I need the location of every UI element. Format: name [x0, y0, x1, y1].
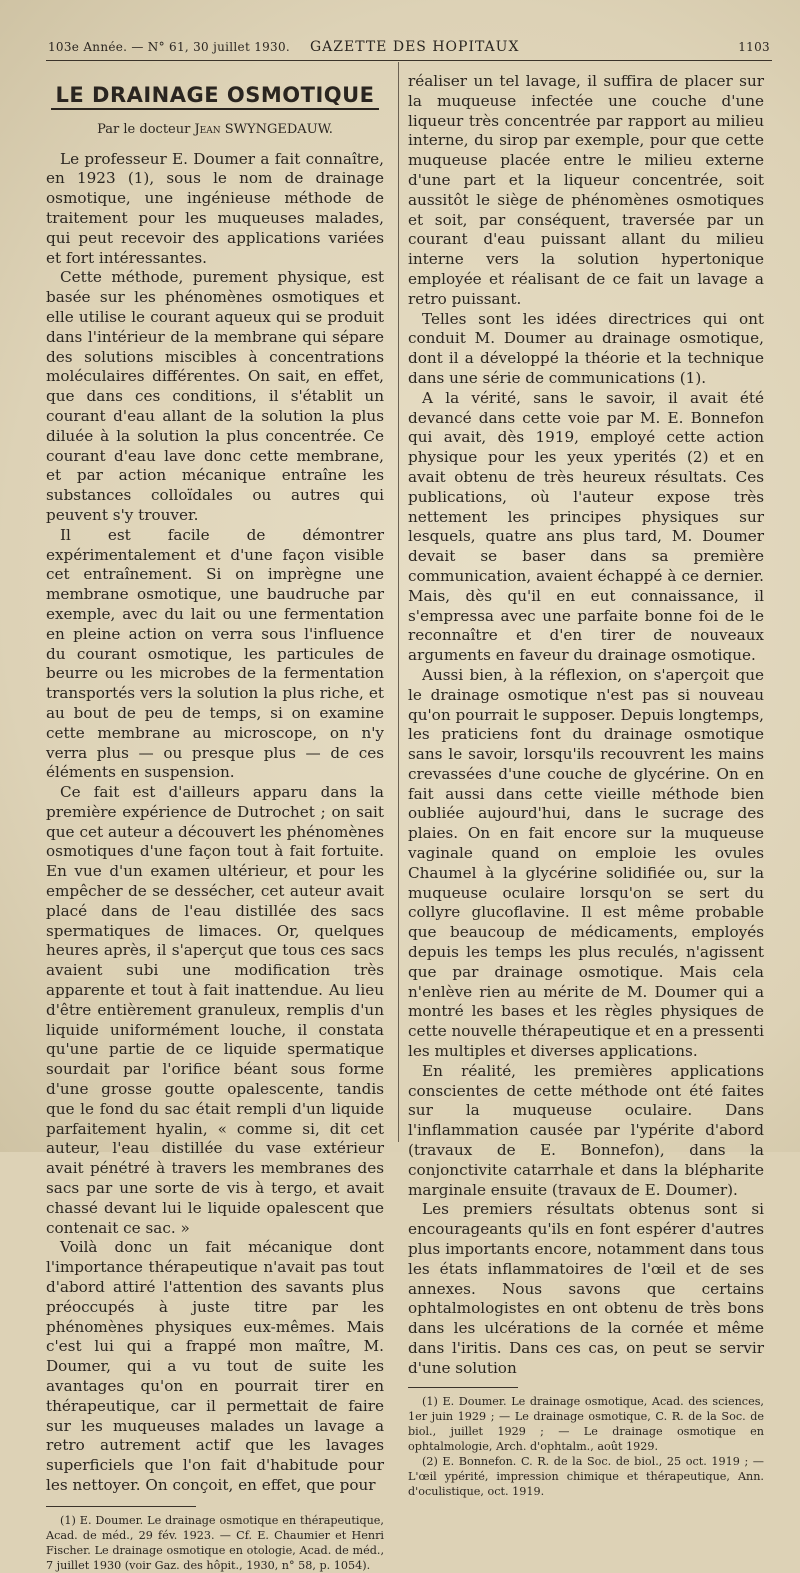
right-column	[408, 72, 764, 1499]
footnote: (1) E. Doumer. Le drainage osmotique en thérapeutique, Acad. de méd., 29 fév. 1923. — Cf. E. Chaumier et Henri Fischer. Le drainage osmotique en otologie, Acad. de méd., 7 juillet 1930 (voir Gaz. des hôpit., 1930, n° 58, p. 1054).	[46, 1513, 384, 1572]
page-number: 1103	[738, 40, 770, 54]
byline-prefix: Par le docteur	[97, 121, 191, 137]
article-title: LE DRAINAGE OSMOTIQUE	[51, 86, 378, 110]
paragraph: En réalité, les premières applications conscientes de cette méthode ont été faites sur la muqueuse oculaire. Dans l'inflammation causée par l'ypérite d'abord (travaux de E. Bonnefon), dans la conjonctivite catarrhale et dans la blépharite marginale ensuite (travaux de E. Doumer).	[408, 1061, 764, 1199]
column-divider	[398, 62, 399, 1142]
issue-info: 103e Année. — N° 61, 30 juillet 1930.	[48, 40, 291, 54]
publication-title: GAZETTE DES HOPITAUX	[310, 39, 520, 55]
paragraph: Les premiers résultats obtenus sont si encourageants qu'ils en font espérer d'autres plus importants encore, notamment dans tous les états inflammatoires de l'œil et de ses annexes. Nous savons que certains ophtalmologistes en ont obtenu de très bons dans les ulcérations de la cornée et même dans l'iritis. Dans ces cas, on peut se servir d'une solution	[408, 1200, 764, 1377]
paragraph: Il est facile de démontrer expérimentalement et d'une façon visible cet entraînement. Si on imprègne une membrane osmotique, une baudruche par exemple, avec du lait ou une fermentation en pleine action on verra sous l'influence du courant osmotique, les particules de beurre ou les microbes de la fermentation transportés vers la solution la plus riche, et au bout de peu de temps, si on examine cette membrane au microscope, on n'y verra plus — ou presque plus — de ces éléments en suspension.	[46, 525, 384, 782]
footnote-rule	[46, 1506, 196, 1507]
running-head	[48, 36, 770, 58]
title-block	[46, 83, 384, 110]
footnote: (2) E. Bonnefon. C. R. de la Soc. de biol., 25 oct. 1919 ; — L'œil ypérité, impression chimique et thérapeutique, Ann. d'oculistique, oct. 1919.	[408, 1454, 764, 1498]
paragraph: Telles sont les idées directrices qui ont conduit M. Doumer au drainage osmotique, dont il a développé la théorie et la technique dans une série de communications (1).	[408, 309, 764, 387]
header-rule	[46, 60, 772, 61]
author-name: Jean SWYNGEDAUW.	[194, 121, 333, 137]
paragraph: Aussi bien, à la réflexion, on s'aperçoit que le drainage osmotique n'est pas si nouveau qu'on pourrait le supposer. Depuis longtemps, les praticiens font du drainage osmotique sans le savoir, lorsqu'ils recouvrent les mains crevassées d'une couche de glycérine. On en fait aussi dans cette vieille méthode bien oubliée aujourd'hui, dans le sucrage des plaies. On en fait encore sur la muqueuse vaginale quand on emploie les ovules Chaumel à la glycérine solidifiée ou, sur la muqueuse oculaire lorsqu'on se sert du collyre glucoflavine. Il est même probable que beaucoup de médicaments, employés depuis les temps les plus reculés, n'agissent que par drainage osmotique. Mais cela n'enlève rien au mérite de M. Doumer qui a montré les bases et les règles physiques de cette nouvelle thérapeutique et en a pressenti les multiples et diverses applications.	[408, 665, 764, 1061]
paragraph: Le professeur E. Doumer a fait connaître, en 1923 (1), sous le nom de drainage osmotique, une ingénieuse méthode de traitement pour les muqueuses malades, qui peut recevoir des applications variées et fort intéressantes.	[46, 149, 384, 267]
paragraph: A la vérité, sans le savoir, il avait été devancé dans cette voie par M. E. Bonnefon qui avait, dès 1919, employé cette action physique pour les yeux yperités (2) et en avait obtenu de très heureux résultats. Ces publications, où l'auteur expose très nettement les principes physiques sur lesquels, quatre ans plus tard, M. Doumer devait se baser dans sa première communication, avaient échappé à ce dernier. Mais, dès qu'il en eut connaissance, il s'empressa avec une parfaite bonne foi de le reconnaître et d'en tirer de nouveaux arguments en faveur du drainage osmotique.	[408, 388, 764, 665]
paragraph: Voilà donc un fait mécanique dont l'importance thérapeutique n'avait pas tout d'abord attiré l'attention des savants plus préoccupés à juste titre par les phénomènes physiques eux-mêmes. Mais c'est lui qui a frappé mon maître, M. Doumer, qui a vu tout de suite les avantages qu'on en pourrait tirer en thérapeutique, car il permettait de faire sur les muqueuses malades un lavage a retro autrement actif que les lavages superficiels que l'on fait d'habitude pour les nettoyer. On conçoit, en effet, que pour	[46, 1238, 384, 1494]
paragraph: réaliser un tel lavage, il suffira de placer sur la muqueuse infectée une couche d'une liqueur très concentrée par rapport au milieu interne, du sirop par exemple, pour que cette muqueuse placée entre le milieu externe d'une part et la liqueur concentrée, soit aussitôt le siège de phénomènes osmotiques et soit, par conséquent, traversée par un courant d'eau puissant allant du milieu interne vers la solution hypertonique employée et réalisant de ce fait un lavage a retro puissant.	[408, 72, 764, 308]
paragraph: Cette méthode, purement physique, est basée sur les phénomènes osmotiques et elle utilise le courant aqueux qui se produit dans l'intérieur de la membrane qui sépare des solutions miscibles à concentrations moléculaires différentes. On sait, en effet, que dans ces conditions, il s'établit un courant d'eau allant de la solution la plus diluée à la solution la plus concentrée. Ce courant d'eau lave donc cette membrane, et par action mécanique entraîne les substances colloïdales ou autres qui peuvent s'y trouver.	[46, 268, 384, 524]
left-column	[46, 72, 384, 1573]
footnote-rule	[408, 1387, 518, 1388]
paragraph: Ce fait est d'ailleurs apparu dans la première expérience de Dutrochet ; on sait que cet auteur a découvert les phénomènes osmotiques d'une façon tout à fait fortuite. En vue d'un examen ultérieur, et pour les empêcher de se dessécher, cet auteur avait placé dans de l'eau distillée des sacs spermatiques de limaces. Or, quelques heures après, il s'aperçut que tous ces sacs avaient subi une modification très apparente et tout à fait inattendue. Au lieu d'être entièrement granuleux, remplis d'un liquide uniformément louche, il constata qu'une partie de ce liquide spermatique sourdait par l'orifice béant sous forme d'une grosse goutte opalescente, tandis que le fond du sac était rempli d'un liquide parfaitement hyalin, « comme si, dit cet auteur, l'eau distillée du vase extérieur avait pénétré à travers les membranes des sacs par une sorte de vis à tergo, et avait chassé devant lui le liquide opalescent que contenait ce sac. »	[46, 783, 384, 1237]
byline	[46, 120, 384, 140]
footnote: (1) E. Doumer. Le drainage osmotique, Acad. des sciences, 1er juin 1929 ; — Le drainage osmotique, C. R. de la Soc. de biol., juillet 1929 ; — Le drainage osmotique en ophtalmologie, Arch. d'ophtalm., août 1929.	[408, 1394, 764, 1453]
